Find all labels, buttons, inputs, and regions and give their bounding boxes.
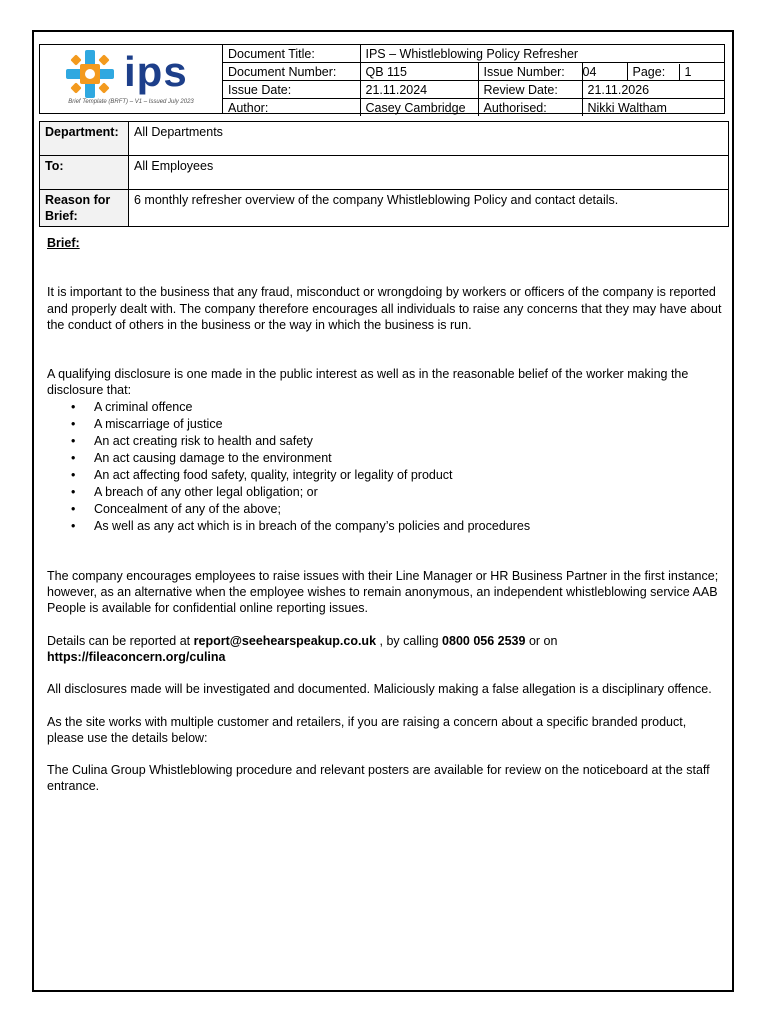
- to-label: To:: [40, 156, 129, 190]
- paragraph-branded-product: As the site works with multiple customer and retailers, if you are raising a concern about a specific branded product, please use the details below:: [47, 714, 687, 745]
- list-item: • As well as any act which is in breach of the company’s policies and procedures: [47, 518, 722, 535]
- contact-mid: , by calling: [376, 633, 443, 648]
- contact-email-link[interactable]: report@seehearspeakup.co.uk: [193, 633, 377, 648]
- doc-number-label: Document Number:: [223, 63, 360, 81]
- reason-label: Reason for Brief:: [40, 190, 129, 227]
- doc-number-value: QB 115: [360, 63, 478, 81]
- list-item: • An act affecting food safety, quality, integrity or legality of product: [47, 467, 722, 484]
- disclosure-list: [47, 399, 722, 535]
- contact-phone: 0800 056 2539: [442, 633, 526, 648]
- issue-number-label: Issue Number:: [478, 63, 582, 81]
- department-value: All Departments: [129, 122, 729, 156]
- contact-or: or on: [525, 633, 558, 648]
- list-item: • An act creating risk to health and safety: [47, 433, 722, 450]
- issue-date-value: 21.11.2024: [360, 81, 478, 99]
- list-item: • An act causing damage to the environment: [47, 450, 722, 467]
- authorised-label: Authorised:: [478, 99, 582, 117]
- author-label: Author:: [223, 99, 360, 117]
- list-item: • A breach of any other legal obligation; or: [47, 484, 722, 501]
- contact-url-link[interactable]: https://fileaconcern.org/culina: [47, 649, 226, 664]
- to-value: All Employees: [129, 156, 729, 190]
- paragraph-noticeboard: The Culina Group Whistleblowing procedure and relevant posters are available for review on the noticeboard at the staff entrance.: [47, 763, 710, 794]
- paragraph-qualifying-disclosure: A qualifying disclosure is one made in the public interest as well as in the reasonable belief of the worker making the disclosure that:: [47, 367, 689, 398]
- contact-intro: Details can be reported at: [47, 633, 194, 648]
- author-value: Casey Cambridge: [360, 99, 478, 117]
- page-value: 1: [684, 64, 692, 79]
- document-metadata-table: [223, 45, 725, 116]
- doc-title-label: Document Title:: [223, 45, 360, 63]
- paragraph-intro: It is important to the business that any fraud, misconduct or wrongdoing by workers or officers of the company is reported and properly dealt with. The company therefore encourages all individuals to raise any concerns that they may have about the conduct of others in the business or the way in which the business is run.: [47, 285, 722, 332]
- list-item: • A criminal offence: [47, 399, 722, 416]
- issue-date-label: Issue Date:: [223, 81, 360, 99]
- paragraph-investigation: All disclosures made will be investigated and documented. Maliciously making a false allegation is a disciplinary offence.: [47, 682, 712, 697]
- ips-logo-icon: [64, 50, 116, 98]
- document-page: [32, 30, 734, 992]
- page-cell: [627, 63, 725, 81]
- review-date-label: Review Date:: [478, 81, 582, 99]
- doc-title-value: IPS – Whistleblowing Policy Refresher: [360, 45, 725, 63]
- review-date-value: 21.11.2026: [582, 81, 725, 99]
- authorised-value: Nikki Waltham: [582, 99, 725, 117]
- list-item: • A miscarriage of justice: [47, 416, 722, 433]
- logo-wordmark: ips: [124, 48, 188, 95]
- paragraph-contact-details: [47, 633, 722, 666]
- paragraph-reporting-options: The company encourages employees to raise issues with their Line Manager or HR Business Partner in the first instance; however, as an alternative when the employee wishes to remain anonymous, an independent whistleblowing service AAB People is available for confidential online reporting issues.: [47, 568, 719, 616]
- reason-value: 6 monthly refresher overview of the company Whistleblowing Policy and contact details.: [129, 190, 729, 227]
- logo-cell: [40, 45, 223, 113]
- document-header: [39, 44, 725, 114]
- issue-number-value: 04: [582, 63, 627, 81]
- department-label: Department:: [40, 122, 129, 156]
- brief-heading: Brief:: [47, 236, 80, 250]
- template-caption: Brief Template (BRFT) – V1 – Issued July 2023: [68, 99, 194, 105]
- page-label: Page:: [628, 64, 680, 80]
- brief-info-table: [39, 121, 729, 227]
- list-item: • Concealment of any of the above;: [47, 501, 722, 518]
- brief-body: [47, 235, 722, 795]
